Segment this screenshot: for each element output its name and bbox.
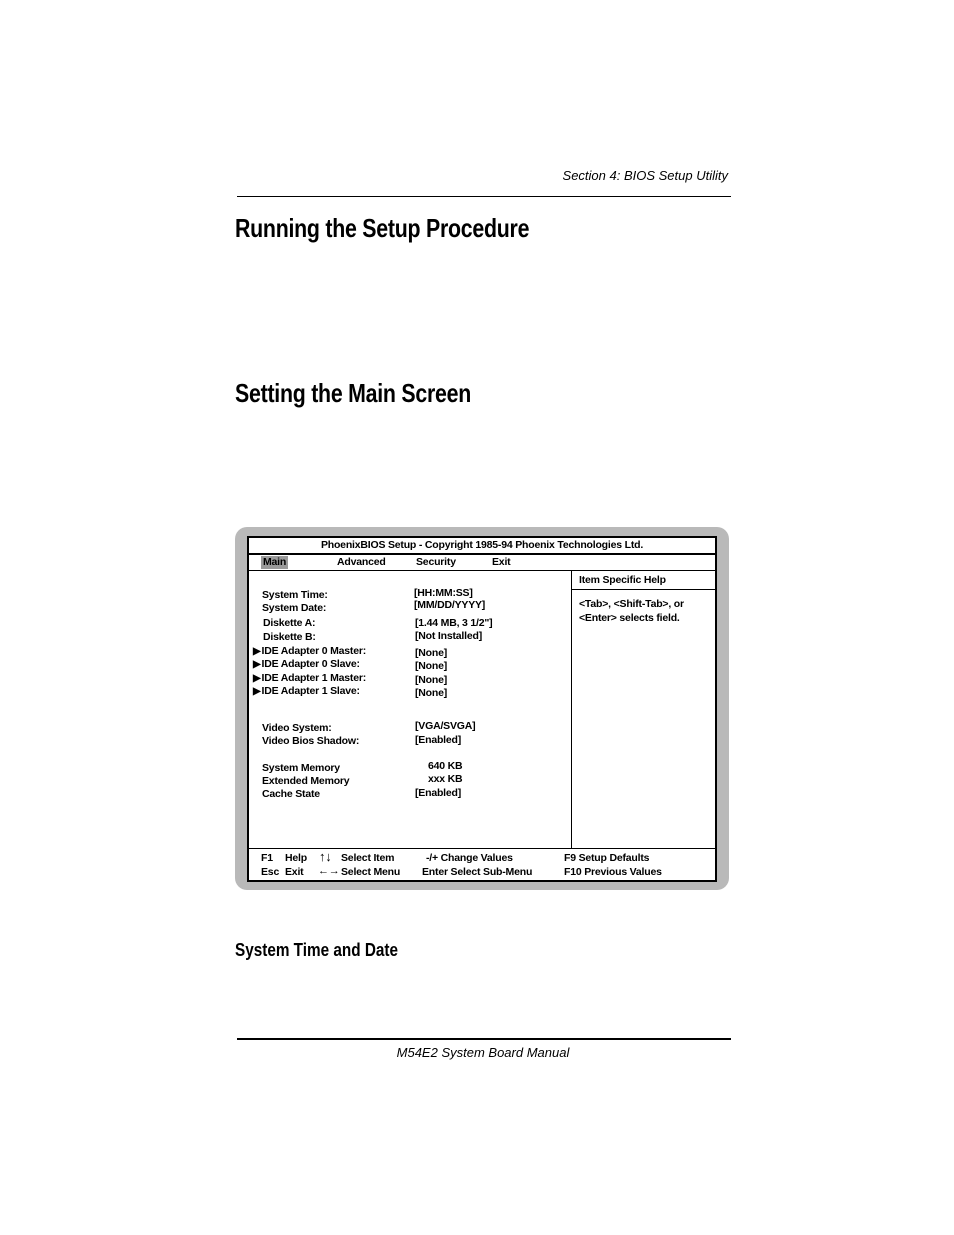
section-header: Section 4: BIOS Setup Utility: [562, 168, 728, 183]
field-value-system-date[interactable]: [MM/DD/YYYY]: [414, 599, 486, 611]
field-value-video-system[interactable]: [VGA/SVGA]: [415, 720, 476, 732]
bios-screen: [247, 536, 717, 882]
field-value-ide-1-slave[interactable]: [None]: [415, 687, 448, 699]
submenu-arrow-icon: ▶: [253, 646, 261, 657]
left-right-arrows-icon: ←→: [318, 865, 340, 877]
field-value-system-memory: 640 KB: [428, 760, 463, 772]
key-enter-submenu-label: Enter Select Sub-Menu: [422, 866, 533, 878]
key-f9-setup-defaults: F9 Setup Defaults: [564, 852, 650, 864]
field-value-cache-state[interactable]: [Enabled]: [415, 787, 462, 799]
up-down-arrows-icon: ↑↓: [319, 849, 332, 864]
field-value-ide-0-master[interactable]: [None]: [415, 647, 448, 659]
heading-running-setup: Running the Setup Procedure: [235, 213, 530, 243]
key-f1: F1: [261, 852, 273, 864]
field-value-diskette-b[interactable]: [Not Installed]: [415, 630, 482, 642]
menu-security[interactable]: Security: [416, 556, 456, 568]
field-label-diskette-a[interactable]: Diskette A:: [263, 617, 316, 629]
help-panel-divider: [571, 571, 572, 848]
field-ide-1-slave[interactable]: [253, 685, 360, 697]
key-select-item-label: Select Item: [341, 852, 395, 864]
bios-title: PhoenixBIOS Setup - Copyright 1985-94 Phoenix Technologies Ltd.: [249, 538, 715, 555]
field-label-ide-0-master: IDE Adapter 0 Master:: [261, 645, 367, 657]
key-esc: Esc: [261, 866, 280, 878]
help-title-rule: [571, 589, 715, 590]
field-value-system-time[interactable]: [HH:MM:SS]: [414, 587, 473, 599]
key-exit-label: Exit: [285, 866, 304, 878]
menu-exit[interactable]: Exit: [492, 556, 511, 568]
field-ide-0-master[interactable]: [253, 645, 366, 657]
field-label-system-time[interactable]: System Time:: [262, 589, 328, 601]
key-select-menu-label: Select Menu: [341, 866, 401, 878]
key-change-values-label: -/+ Change Values: [426, 852, 513, 864]
field-value-ide-1-master[interactable]: [None]: [415, 674, 448, 686]
help-text: <Tab>, <Shift-Tab>, or <Enter> selects field.: [579, 598, 684, 624]
field-value-extended-memory: xxx KB: [428, 773, 463, 785]
field-value-ide-0-slave[interactable]: [None]: [415, 660, 448, 672]
field-value-diskette-a[interactable]: [1.44 MB, 3 1/2"]: [415, 617, 493, 629]
key-help-label: Help: [285, 852, 307, 864]
field-label-extended-memory: Extended Memory: [262, 775, 350, 787]
field-ide-0-slave[interactable]: [253, 658, 360, 670]
field-label-system-date[interactable]: System Date:: [262, 602, 327, 614]
field-label-video-system[interactable]: Video System:: [262, 722, 332, 734]
bios-menu-bar: [249, 555, 715, 571]
field-ide-1-master[interactable]: [253, 672, 366, 684]
heading-system-time-date: System Time and Date: [235, 940, 398, 960]
help-title: Item Specific Help: [579, 574, 666, 586]
footer-manual-title: M54E2 System Board Manual: [396, 1045, 570, 1060]
menu-main[interactable]: Main: [263, 556, 287, 568]
field-label-ide-1-master: IDE Adapter 1 Master:: [261, 672, 367, 684]
field-label-diskette-b[interactable]: Diskette B:: [263, 631, 316, 643]
field-label-ide-0-slave: IDE Adapter 0 Slave:: [261, 658, 360, 670]
field-label-ide-1-slave: IDE Adapter 1 Slave:: [261, 685, 360, 697]
bios-screen-figure: [235, 527, 729, 890]
field-label-video-bios-shadow[interactable]: Video Bios Shadow:: [262, 735, 360, 747]
submenu-arrow-icon: ▶: [253, 686, 261, 697]
key-f10-previous-values: F10 Previous Values: [564, 866, 662, 878]
menu-advanced[interactable]: Advanced: [337, 556, 386, 568]
field-label-system-memory: System Memory: [262, 762, 340, 774]
submenu-arrow-icon: ▶: [253, 673, 261, 684]
submenu-arrow-icon: ▶: [253, 659, 261, 670]
header-rule: [237, 196, 731, 197]
heading-main-screen: Setting the Main Screen: [235, 378, 472, 408]
footer-rule: [237, 1038, 731, 1040]
field-label-cache-state[interactable]: Cache State: [262, 788, 320, 800]
field-value-video-bios-shadow[interactable]: [Enabled]: [415, 734, 462, 746]
